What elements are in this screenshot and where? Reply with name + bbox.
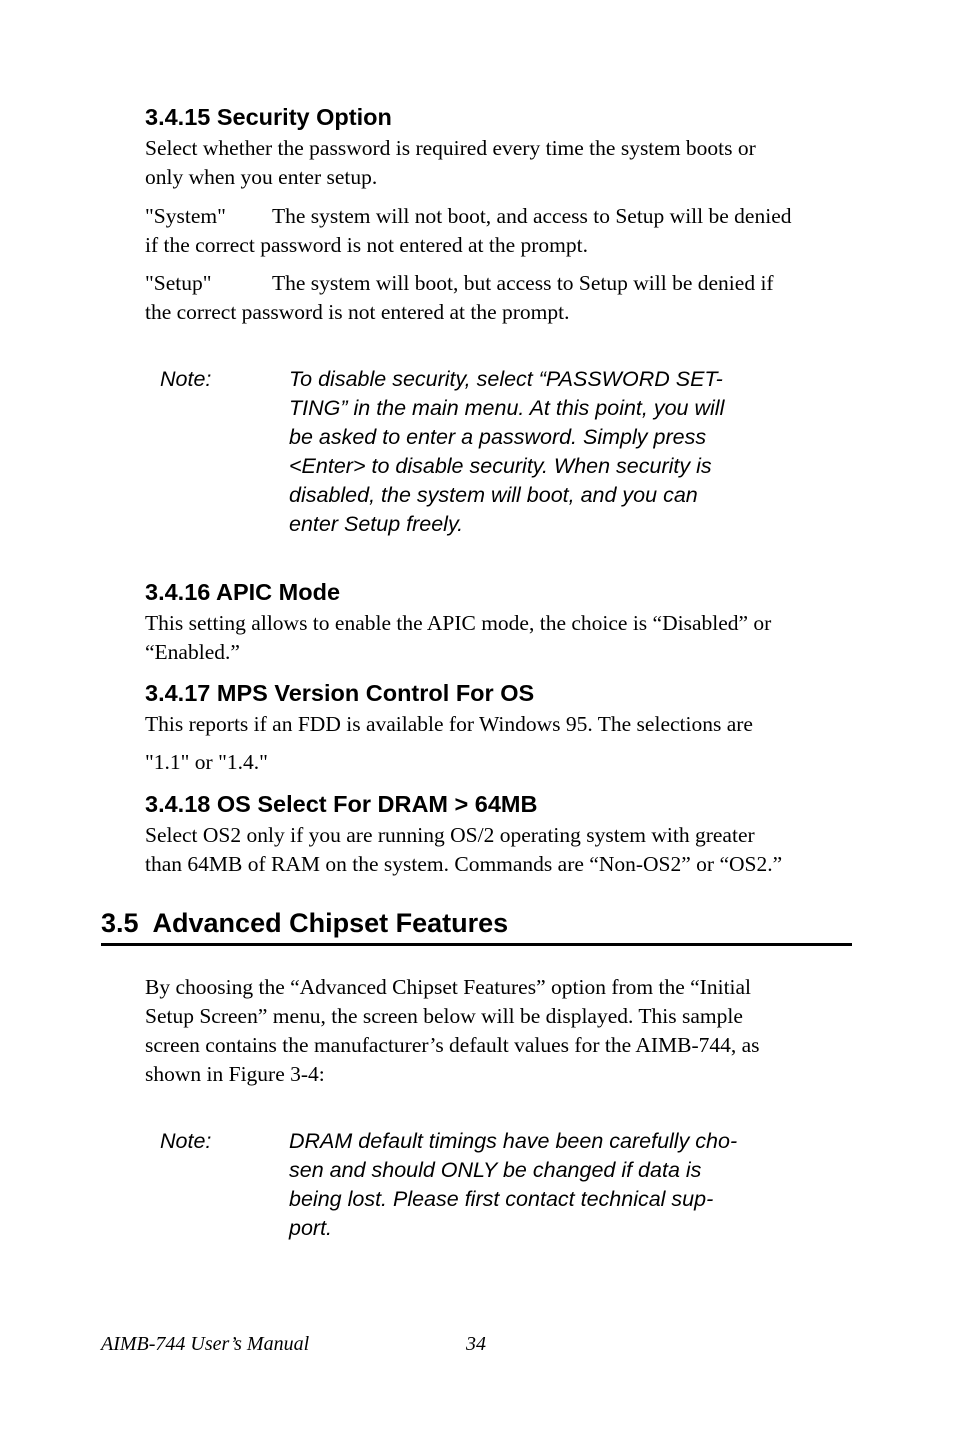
text-line: By choosing the “Advanced Chipset Features” option from the “Initial [145, 975, 752, 999]
note-line: <Enter> to disable security. When security is [289, 454, 712, 478]
section-title-3-5: 3.5 Advanced Chipset Features [101, 908, 509, 938]
heading-3-4-17: 3.4.17 MPS Version Control For OS [145, 680, 535, 706]
note-line: DRAM default timings have been carefully cho- [289, 1129, 738, 1153]
footer-manual-title: AIMB-744 User’s Manual [101, 1333, 310, 1355]
text-line: “Enabled.” [145, 640, 240, 664]
section-rule [101, 943, 852, 946]
text-line: Setup Screen” menu, the screen below will be displayed. This sample [145, 1004, 743, 1028]
note-line: sen and should ONLY be changed if data is [289, 1158, 702, 1182]
heading-3-4-16: 3.4.16 APIC Mode [145, 579, 341, 605]
definition-system [145, 202, 857, 260]
definition-setup-text: The system will boot, but access to Setup will be denied if [272, 271, 774, 295]
paragraph-apic [145, 609, 857, 667]
note-label: Note: [160, 367, 212, 391]
note-line: disabled, the system will boot, and you can [289, 483, 698, 507]
paragraph-mps-1 [145, 710, 857, 739]
paragraph-security-intro [145, 134, 857, 192]
text-line: screen contains the manufacturer’s default values for the AIMB-744, as [145, 1033, 760, 1057]
term-setup: "Setup" [145, 271, 212, 295]
text-line: This reports if an FDD is available for Windows 95. The selections are [145, 712, 753, 736]
note-line: enter Setup freely. [289, 512, 464, 536]
note-label: Note: [160, 1129, 212, 1153]
text-line: Select whether the password is required every time the system boots or [145, 136, 756, 160]
text-line: This setting allows to enable the APIC mode, the choice is “Disabled” or [145, 611, 772, 635]
note-line: be asked to enter a password. Simply press [289, 425, 707, 449]
note-line: TING” in the main menu. At this point, you will [289, 396, 725, 420]
note-line: To disable security, select “PASSWORD SET- [289, 367, 723, 391]
note-dram [160, 1127, 810, 1247]
heading-3-4-18: 3.4.18 OS Select For DRAM > 64MB [145, 791, 538, 817]
paragraph-mps-2 [145, 748, 857, 777]
text-line: the correct password is not entered at the prompt. [145, 300, 570, 324]
note-security [160, 365, 810, 545]
text-line: "1.1" or "1.4." [145, 750, 268, 774]
text-line: Select OS2 only if you are running OS/2 operating system with greater [145, 823, 755, 847]
paragraph-os-select [145, 821, 857, 879]
note-line: port. [289, 1216, 333, 1240]
definition-setup [145, 269, 857, 327]
text-line: shown in Figure 3-4: [145, 1062, 325, 1086]
heading-3-4-15: 3.4.15 Security Option [145, 104, 392, 130]
definition-system-text: The system will not boot, and access to Setup will be denied [272, 204, 792, 228]
text-line: than 64MB of RAM on the system. Commands are “Non-OS2” or “OS2.” [145, 852, 783, 876]
footer-page-number: 34 [466, 1333, 486, 1355]
text-line: only when you enter setup. [145, 165, 378, 189]
term-system: "System" [145, 204, 226, 228]
note-line: being lost. Please first contact technical sup- [289, 1187, 714, 1211]
paragraph-chipset [145, 973, 857, 1089]
text-line: if the correct password is not entered at the prompt. [145, 233, 588, 257]
